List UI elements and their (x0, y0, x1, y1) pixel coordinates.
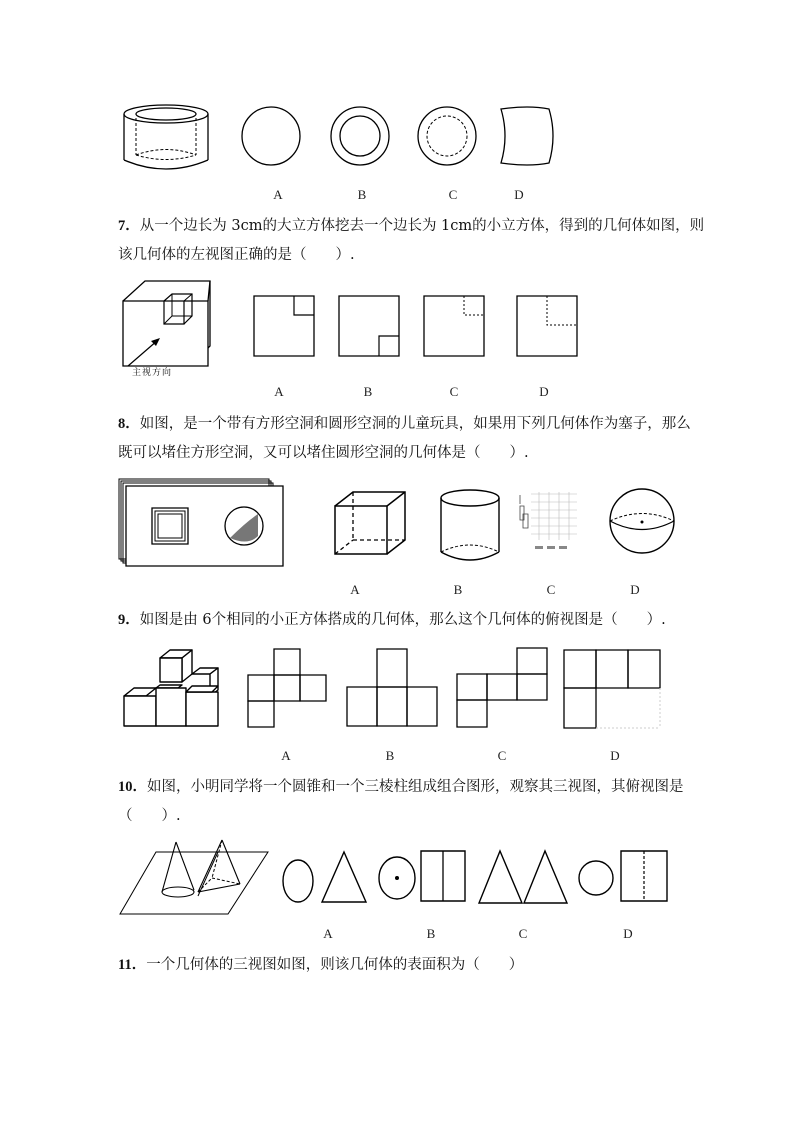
q6-option-c-dashed-ring (416, 105, 478, 167)
q8-label-a[interactable]: A (350, 582, 360, 597)
q8-option-a-cube (333, 490, 408, 556)
q10-cone-prism-figure (118, 838, 270, 916)
q8-number: 8． (118, 416, 140, 432)
q10-label-c[interactable]: C (518, 926, 528, 941)
q8-label-b[interactable]: B (453, 582, 463, 597)
q7-label-a[interactable]: A (274, 384, 284, 399)
q10-label-b[interactable]: B (426, 926, 436, 941)
q9-text (118, 606, 666, 635)
q9-option-d-view (563, 649, 661, 729)
q7-text (118, 212, 704, 270)
q7-option-b-view (338, 295, 400, 357)
q9-option-c-view (456, 647, 548, 729)
q8-line-1: 如图，是一个带有方形空洞和圆形空洞的儿童玩具，如果用下列几何体作为塞子，那么 (139, 416, 691, 432)
q9-option-a-view (247, 648, 327, 728)
q9-label-d[interactable]: D (610, 748, 620, 763)
q11-line-1: 一个几何体的三视图如图，则该几何体的表面积为（ ） (146, 957, 524, 973)
q7-option-c-view (423, 295, 485, 357)
q10-option-d-views (578, 850, 670, 904)
q7-option-a-view (253, 295, 315, 357)
q10-label-a[interactable]: A (323, 926, 333, 941)
q6-option-b-ring (329, 105, 391, 167)
q10-option-a-views (282, 850, 368, 906)
q7-line-1: 从一个边长为 3cm的大立方体挖去一个边长为 1cm的小立方体，得到的几何体如图，则 (139, 218, 705, 234)
q6-label-b[interactable]: B (357, 187, 367, 202)
q9-label-b[interactable]: B (385, 748, 395, 763)
q8-line-2: 既可以堵住方形空洞，又可以堵住圆形空洞的几何体是（ ）. (118, 445, 529, 461)
q11-number: 11． (118, 957, 147, 973)
q9-label-a[interactable]: A (281, 748, 291, 763)
q8-option-d-sphere (607, 486, 677, 556)
q10-line-1: 如图，小明同学将一个圆锥和一个三棱柱组成组合图形，观察其三视图，其俯视图是 (147, 779, 684, 795)
q9-cubes-figure (120, 648, 224, 730)
q10-option-b-views (378, 850, 466, 904)
q6-label-a[interactable]: A (273, 187, 283, 202)
q7-label-c[interactable]: C (449, 384, 459, 399)
q6-label-c[interactable]: C (448, 187, 458, 202)
q8-text (118, 410, 691, 468)
q10-line-2: （ ）. (118, 808, 181, 824)
q7-option-d-view (516, 295, 578, 357)
q10-number: 10． (118, 779, 147, 795)
q6-hollow-cylinder-figure (118, 100, 213, 176)
q7-number: 7． (118, 218, 140, 234)
q9-label-c[interactable]: C (497, 748, 507, 763)
q8-option-b-cylinder (438, 488, 502, 564)
q7-line-2: 该几何体的左视图正确的是（ ）. (118, 247, 355, 263)
q10-option-c-views (478, 849, 568, 905)
q11-text (118, 951, 523, 980)
q10-label-d[interactable]: D (623, 926, 633, 941)
q9-option-b-view (346, 648, 438, 728)
q7-label-b[interactable]: B (363, 384, 373, 399)
q10-text (118, 773, 684, 831)
q6-label-d[interactable]: D (514, 187, 524, 202)
q6-option-a-circle (240, 105, 302, 167)
q8-label-d[interactable]: D (630, 582, 640, 597)
q7-label-d[interactable]: D (539, 384, 549, 399)
q6-option-d-barrel (495, 105, 557, 167)
q7-view-direction-label: 主视方向 (132, 368, 173, 378)
q8-label-c[interactable]: C (546, 582, 556, 597)
q8-toy-board-figure (118, 478, 286, 570)
q8-option-c-figure (517, 490, 579, 556)
q9-line-1: 如图是由 6个相同的小正方体搭成的几何体，那么这个几何体的俯视图是（ ）. (139, 612, 666, 628)
q9-number: 9． (118, 612, 140, 628)
